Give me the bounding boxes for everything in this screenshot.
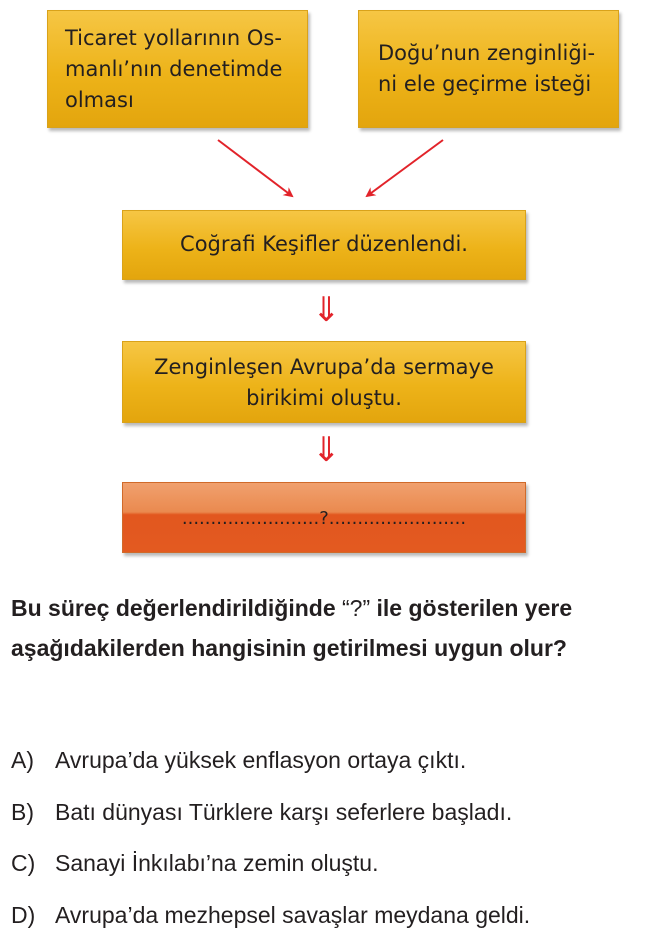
box-left-line-2: manlı’nın denetimde [65, 57, 283, 81]
box-unknown-result: ........................?........................ [122, 482, 526, 553]
arrow-right-to-center [367, 140, 443, 196]
box-mid2-line-2: birikimi oluştu. [246, 386, 402, 410]
question-mark-quote: “?” [342, 595, 371, 621]
box-left-line-1: Ticaret yollarının Os- [65, 26, 282, 50]
option-text: Avrupa’da yüksek enflasyon ortaya çıktı. [55, 747, 467, 773]
question-part-2: ile gösterilen yere aşağıdakilerden hangisinin getirilmesi uygun olur? [11, 595, 573, 661]
double-down-arrow-icon: ⇓ [312, 430, 341, 470]
box-right-line-1: Doğu’nun zenginliği- [378, 41, 596, 65]
arrow-left-to-center [218, 140, 292, 196]
option-letter: D) [11, 902, 36, 928]
box-geographic-discoveries: Coğrafi Keşifler düzenlendi. [122, 210, 526, 280]
option-b[interactable] [11, 797, 512, 827]
double-down-arrow-icon: ⇓ [312, 290, 341, 330]
option-text: Avrupa’da mezhepsel savaşlar meydana geldi. [55, 902, 531, 928]
question-part-1: Bu süreç değerlendirildiğinde [11, 595, 343, 621]
box-right-line-2: ni ele geçirme isteği [378, 72, 592, 96]
option-letter: A) [11, 747, 34, 773]
option-letter: B) [11, 799, 34, 825]
option-text: Batı dünyası Türklere karşı seferlere başladı. [55, 799, 513, 825]
option-text: Sanayi İnkılabı’na zemin oluştu. [55, 850, 379, 876]
option-letter: C) [11, 850, 36, 876]
option-a[interactable] [11, 745, 466, 775]
option-c[interactable] [11, 848, 378, 878]
option-d[interactable] [11, 900, 530, 930]
question-text [11, 588, 661, 668]
box-mid2-line-1: Zenginleşen Avrupa’da sermaye [154, 355, 494, 379]
box-capital-accumulation [122, 341, 526, 423]
box-left-line-3: olması [65, 88, 134, 112]
